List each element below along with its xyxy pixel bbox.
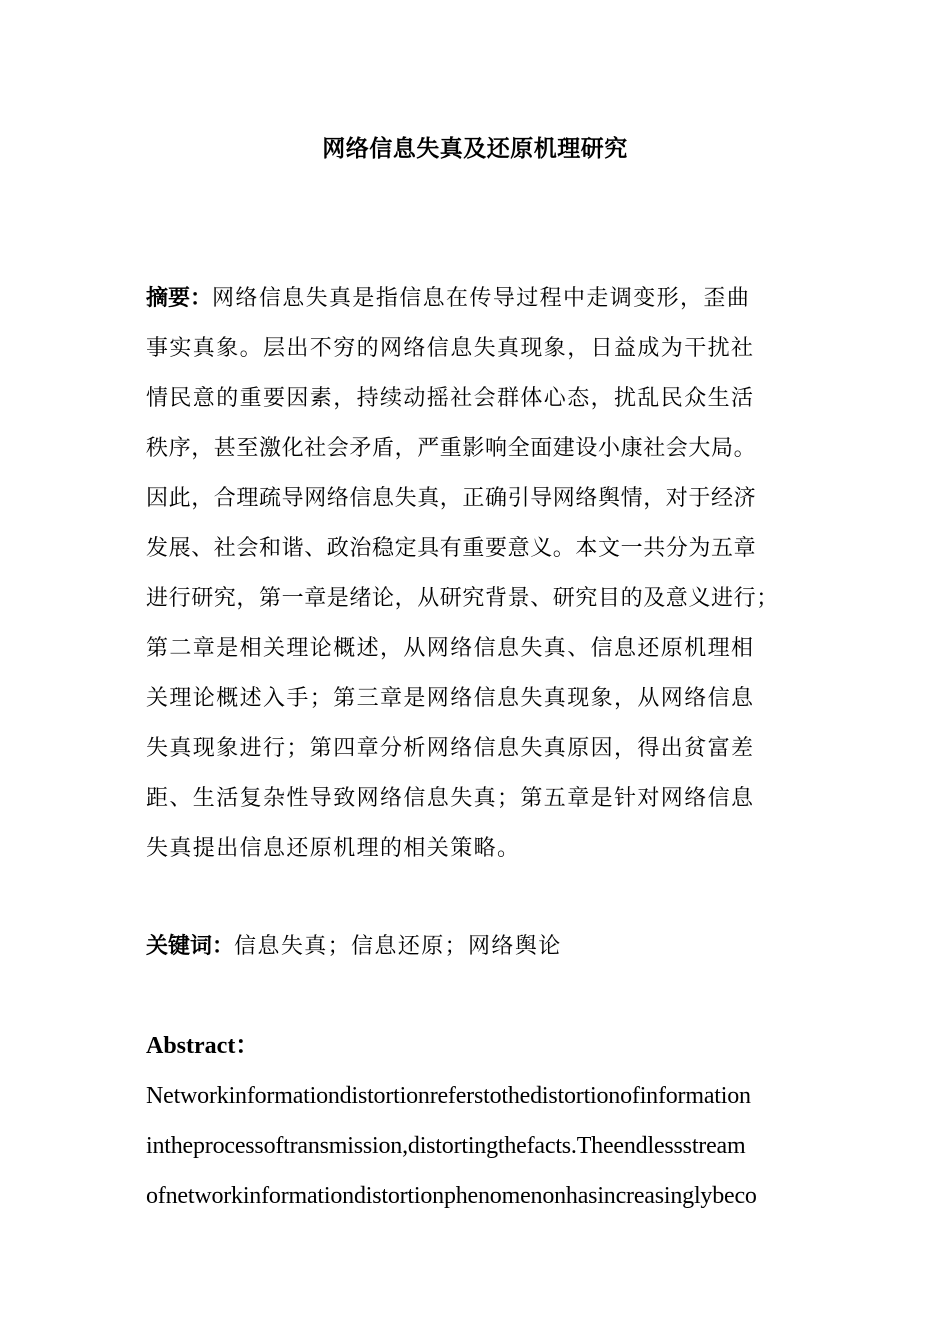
chinese-keywords	[146, 927, 818, 977]
abstract-line: 距、生活复杂性导致网络信息失真；第五章是针对网络信息	[146, 786, 755, 811]
english-abstract-label: Abstract：	[146, 1033, 260, 1059]
keywords-line	[146, 927, 818, 977]
english-abstract-line: ofnetworkinformationdistortionphenomenonhasincreasinglybeco	[146, 1183, 757, 1209]
abstract-line: 发展、社会和谐、政治稳定具有重要意义。本文一共分为五章	[146, 536, 757, 561]
abstract-line: 秩序，甚至激化社会矛盾，严重影响全面建设小康社会大局。	[146, 436, 757, 461]
abstract-line: 因此，合理疏导网络信息失真，正确引导网络舆情，对于经济	[146, 486, 757, 511]
keywords-label: 关键词：	[146, 934, 235, 959]
abstract-line: 第二章是相关理论概述，从网络信息失真、信息还原机理相	[146, 636, 755, 661]
abstract-line: 进行研究，第一章是绪论，从研究背景、研究目的及意义进行；	[146, 586, 779, 611]
abstract-text: 网络信息失真是指信息在传导过程中走调变形，歪曲	[212, 286, 751, 311]
chinese-abstract	[146, 279, 818, 879]
abstract-label: 摘要：	[146, 286, 213, 311]
abstract-line: 失真提出信息还原机理的相关策略。	[146, 836, 521, 861]
document-title: 网络信息失真及还原机理研究	[322, 136, 628, 162]
abstract-line: 情民意的重要因素，持续动摇社会群体心态，扰乱民众生活	[146, 386, 755, 411]
abstract-line: 关理论概述入手；第三章是网络信息失真现象，从网络信息	[146, 686, 755, 711]
english-abstract-line: intheprocessoftransmission,distortingthefacts.Theendlessstream	[146, 1133, 746, 1159]
keywords-text: 信息失真；信息还原；网络舆论	[234, 934, 562, 959]
abstract-line: 事实真象。层出不穷的网络信息失真现象，日益成为干扰社	[146, 336, 755, 361]
abstract-line: 失真现象进行；第四章分析网络信息失真原因，得出贫富差	[146, 736, 755, 761]
english-abstract	[146, 1078, 846, 1228]
abstract-line	[146, 279, 818, 329]
english-abstract-line: Networkinformationdistortionreferstothedistortionofinformation	[146, 1083, 751, 1109]
